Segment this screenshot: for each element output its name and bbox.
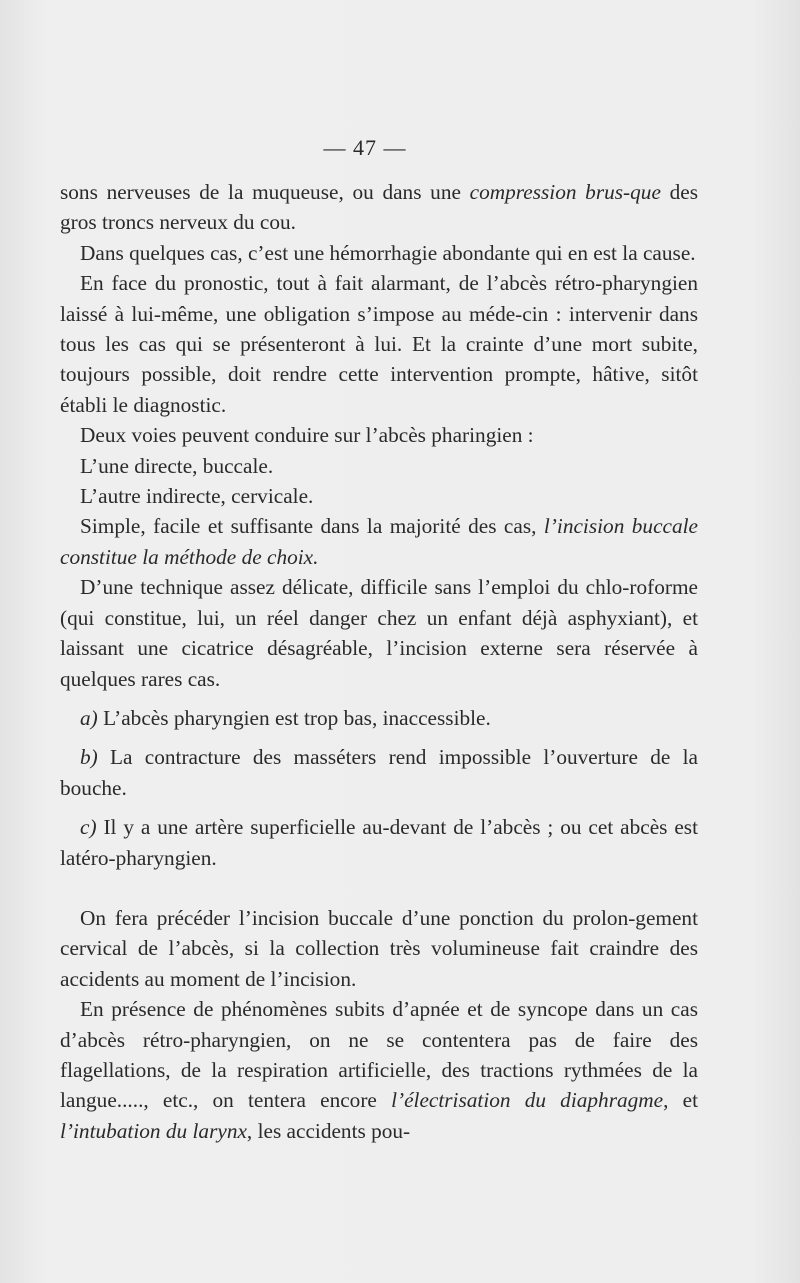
text-run: La contracture des masséters rend impossible l’ouverture de la bouche. <box>60 745 698 800</box>
paragraph <box>60 572 698 694</box>
paragraph <box>60 268 698 420</box>
text-run: Il y a une artère superficielle au-devant de l’abcès ; ou cet abcès est latéro-pharyngien. <box>60 815 698 870</box>
italic-text: compression brus-que <box>469 180 661 204</box>
text-run: Dans quelques cas, c’est une hémorrhagie abondante qui en est la cause. <box>80 240 696 265</box>
paragraph <box>60 420 698 450</box>
italic-text: l’incision buccale constitue la méthode de choix. <box>60 514 698 569</box>
italic-text: a) <box>80 705 98 730</box>
text-run: sons nerveuses de la muqueuse, ou dans une <box>60 180 470 204</box>
paragraph <box>60 481 698 511</box>
paragraph <box>60 238 698 268</box>
text-run: , et <box>663 1088 698 1113</box>
text-run: Simple, facile et suffisante dans la majorité des cas, <box>80 514 544 539</box>
italic-text: b) <box>80 745 98 770</box>
paragraph <box>60 511 698 572</box>
text-run: L’une directe, buccale. <box>80 453 274 478</box>
paragraph <box>60 742 698 803</box>
paragraph <box>60 451 698 481</box>
text-run: D’une technique assez délicate, difficile sans l’emploi du chlo-roforme (qui constitue, lui, un réel danger chez un enfant déjà asphyxiant), et laissant une cicatrice désagréable, l’incision externe sera réservée à quelques rares cas. <box>60 575 698 691</box>
text-run: , les accidents pou- <box>246 1118 411 1143</box>
paragraph <box>60 703 698 733</box>
text-run: L’autre indirecte, cervicale. <box>80 484 314 509</box>
text-run: On fera précéder l’incision buccale d’une ponction du prolon-gement cervical de l’abcès, si la collection très volumineuse fait craindre des accidents au moment de l’incision. <box>60 905 698 991</box>
paragraph <box>60 994 698 1146</box>
paragraph <box>60 903 698 994</box>
text-run: des gros troncs nerveux du cou. <box>60 180 698 235</box>
text-run: Deux voies peuvent conduire sur l’abcès pharingien : <box>80 423 534 448</box>
italic-text: c) <box>80 815 97 840</box>
text-run: En face du pronostic, tout à fait alarmant, de l’abcès rétro-pharyngien laissé à lui-même, une obligation s’impose au méde-cin : intervenir dans tous les cas qui se présenteront à lui. Et la crainte d’une mort subite, toujours possible, doit rendre cette intervention prompte, hâtive, sitôt établi le diagnostic. <box>60 271 698 417</box>
italic-text: l’électrisation du diaphragme <box>391 1088 664 1113</box>
italic-text: l’intubation du larynx <box>60 1118 247 1143</box>
body-text <box>60 177 698 1146</box>
paragraph <box>60 812 698 873</box>
text-run: En présence de phénomènes subits d’apnée et de syncope dans un cas d’abcès rétro-pharyngien, on ne se contentera pas de faire des flagellations, de la respiration artificielle, des tractions rythmées de la langue....., etc., on tentera encore <box>60 997 698 1113</box>
paragraph <box>60 177 698 238</box>
page-number: — 47 — <box>323 135 407 160</box>
text-run: L’abcès pharyngien est trop bas, inaccessible. <box>97 705 491 730</box>
